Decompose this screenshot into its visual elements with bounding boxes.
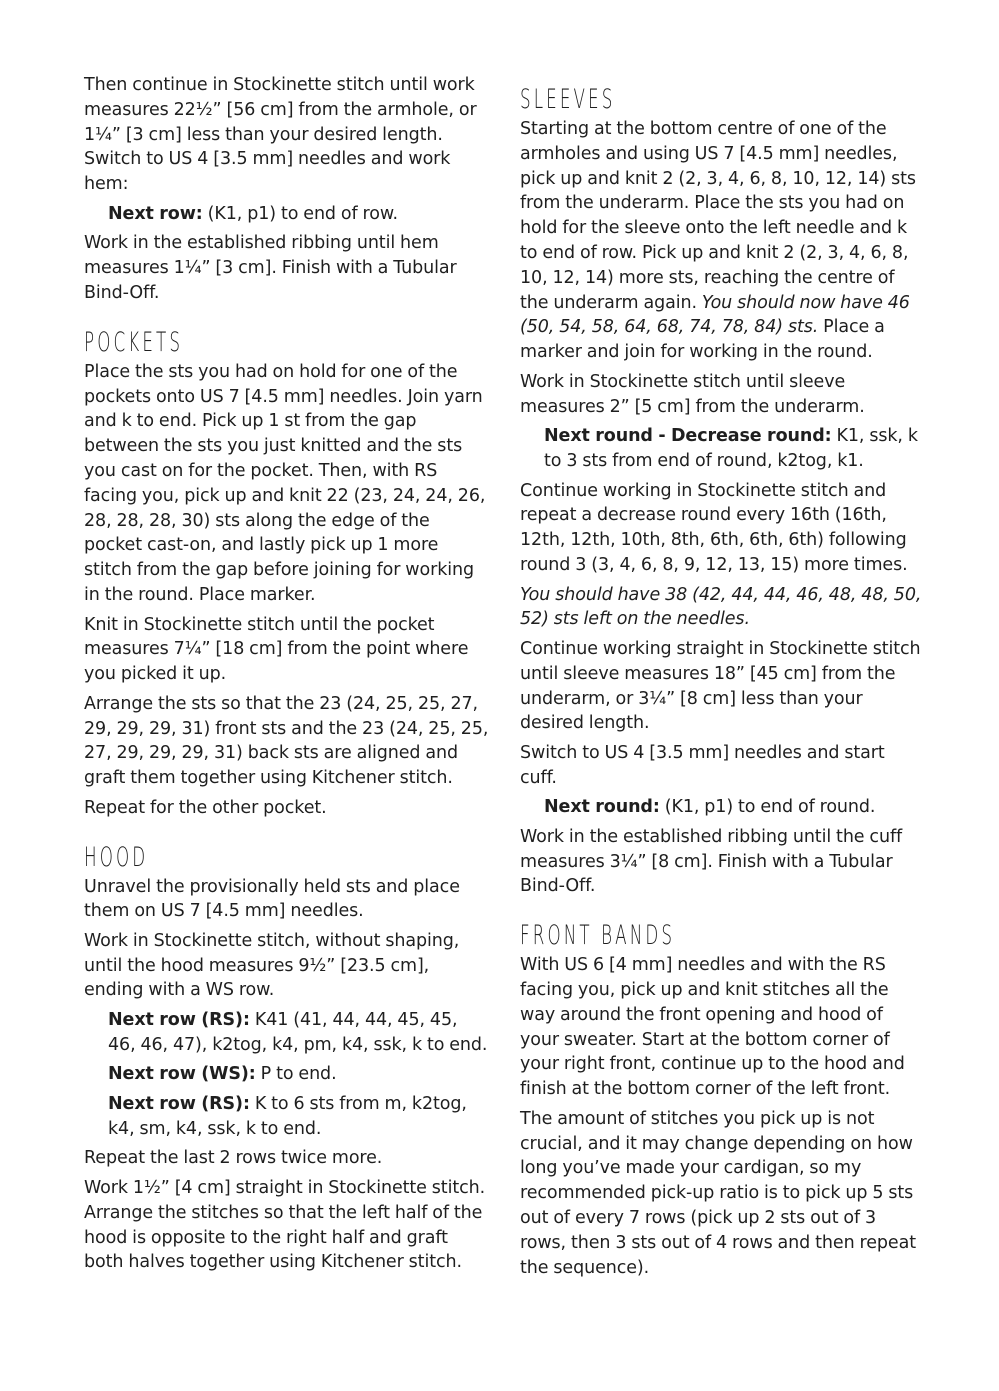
instruction-text: K1, ssk, k to 3 sts from end of round, k2tog, k1.: [544, 426, 918, 471]
hood-next-row-rs-2: [84, 1092, 489, 1142]
hood-paragraph: Work in Stockinette stitch, without shaping, until the hood measures 9½” [23.5 cm], ending with a WS row.: [84, 930, 460, 1001]
hood-paragraph: Repeat the last 2 rows twice more.: [84, 1148, 383, 1169]
instruction-text: K to 6 sts from m, k2tog, k4, sm, k4, ssk, k to end.: [108, 1094, 467, 1139]
front-bands-heading: FRONT BANDS: [520, 920, 676, 952]
sleeves-heading: SLEEVES: [520, 84, 616, 115]
instruction-text: P to end.: [255, 1064, 337, 1085]
left-column: [84, 73, 489, 1280]
hem-ribbing-paragraph: Work in the established ribbing until hem measures 1¼” [3 cm]. Finish with a Tubular Bind-Off.: [84, 233, 457, 303]
instruction-text: K41 (41, 44, 44, 45, 45, 46, 46, 47), k2tog, k4, pm, k4, ssk, k to end.: [108, 1010, 488, 1055]
sleeves-text-end: Place a marker and join for working in the round.: [520, 317, 885, 363]
pockets-paragraph: Repeat for the other pocket.: [84, 797, 327, 818]
sleeves-paragraph: Continue working straight in Stockinette stitch until sleeve measures 18” [45 cm] from the underarm, or 3¼” [8 cm] less than your desired length.: [520, 638, 921, 734]
hem-paragraph: Then continue in Stockinette stitch until work measures 22½” [56 cm] from the armhole, or 1¼” [3 cm] less than your desired length. Switch to US 4 [3.5 mm] needles and work hem:: [84, 75, 477, 195]
sleeves-italic-text: You should have 38 (42, 44, 44, 46, 48, 48, 50, 52) sts left on the needles.: [520, 584, 922, 630]
instruction-label: Next round:: [544, 797, 660, 818]
instruction-label: Next row (RS):: [108, 1094, 250, 1115]
sleeves-stitch-count-paragraph: [520, 583, 925, 633]
instruction-label: Next round - Decrease round:: [544, 426, 832, 447]
pockets-paragraph: Knit in Stockinette stitch until the pocket measures 7¼” [18 cm] from the point where you picked it up.: [84, 614, 469, 685]
instruction-label: Next row:: [108, 203, 203, 224]
hood-next-row-rs: [84, 1008, 489, 1058]
instruction-label: Next row (WS):: [108, 1064, 256, 1085]
front-bands-paragraph: With US 6 [4 mm] needles and with the RS facing you, pick up and knit stitches all the way around the front opening and hood of your sweater. Start at the bottom corner of your right front, continue up to the hood and finish at the bottom corner of the left front.: [520, 955, 905, 1100]
sleeves-text: Starting at the bottom centre of one of the armholes and using US 7 [4.5 mm] needles, pick up and knit 2 (2, 3, 4, 6, 8, 10, 12, 14) sts from the underarm. Place the sts you had on hold for the sleeve onto the left needle and k to end of row. Pick up and knit 2 (2, 3, 4, 6, 8, 10, 12, 14) more sts, reaching the centre of the underarm again.: [520, 119, 916, 313]
instruction-text: (K1, p1) to end of round.: [659, 797, 876, 818]
sleeves-paragraph: Work in Stockinette stitch until sleeve measures 2” [5 cm] from the underarm.: [520, 371, 865, 417]
pockets-paragraph: Place the sts you had on hold for one of the pockets onto US 7 [4.5 mm] needles. Join yarn and k to end. Pick up 1 st from the gap between the sts you just knitted and the sts you cast on for the pocket. Then, with RS facing you, pick up and knit 22 (23, 24, 24, 26, 28, 28, 28, 30) sts along the edge of the pocket cast-on, and lastly pick up 1 more stitch from the gap before joining for working in the round. Place marker.: [84, 361, 486, 605]
hood-paragraph: Unravel the provisionally held sts and place them on US 7 [4.5 mm] needles.: [84, 876, 460, 922]
instruction-label: Next row (RS):: [108, 1010, 250, 1031]
front-bands-paragraph: The amount of stitches you pick up is not crucial, and it may change depending on how long you’ve made your cardigan, so my recommended pick-up ratio is to pick up 5 sts out of every 7 rows (pick up 2 sts out of 3 rows, then 3 sts out of 4 rows and then repeat the sequence).: [520, 1108, 916, 1278]
sleeves-stitch-count: You should now have 46 (50, 54, 58, 64, 68, 74, 78, 84) sts.: [520, 292, 910, 338]
hood-paragraph: Work 1½” [4 cm] straight in Stockinette stitch. Arrange the stitches so that the left half of the hood is opposite to the right half and graft both halves together using Kitchener stitch.: [84, 1178, 486, 1273]
sleeves-decrease-round: [520, 424, 925, 474]
sleeves-paragraph: Switch to US 4 [3.5 mm] needles and start cuff.: [520, 742, 885, 788]
pockets-heading: POCKETS: [84, 326, 184, 358]
right-column: [520, 73, 925, 1285]
sleeves-paragraph: Continue working in Stockinette stitch and repeat a decrease round every 16th (16th, 12th, 12th, 10th, 8th, 6th, 6th, 6th) following round 3 (3, 4, 6, 8, 9, 12, 13, 15) more times.: [520, 480, 908, 575]
hood-heading: HOOD: [84, 841, 149, 873]
hood-next-row-ws: [84, 1062, 489, 1087]
sleeves-next-round: [520, 795, 925, 820]
sleeves-paragraph: Work in the established ribbing until the cuff measures 3¼” [8 cm]. Finish with a Tubular Bind-Off.: [520, 826, 903, 897]
pockets-paragraph: Arrange the sts so that the 23 (24, 25, 25, 27, 29, 29, 29, 31) front sts and the 23 (24, 25, 25, 27, 29, 29, 29, 31) back sts are aligned and graft them together using Kitchener stitch.: [84, 693, 489, 789]
sleeves-paragraph: [520, 117, 925, 365]
hem-next-row: [84, 202, 489, 227]
instruction-text: (K1, p1) to end of row.: [202, 203, 398, 224]
